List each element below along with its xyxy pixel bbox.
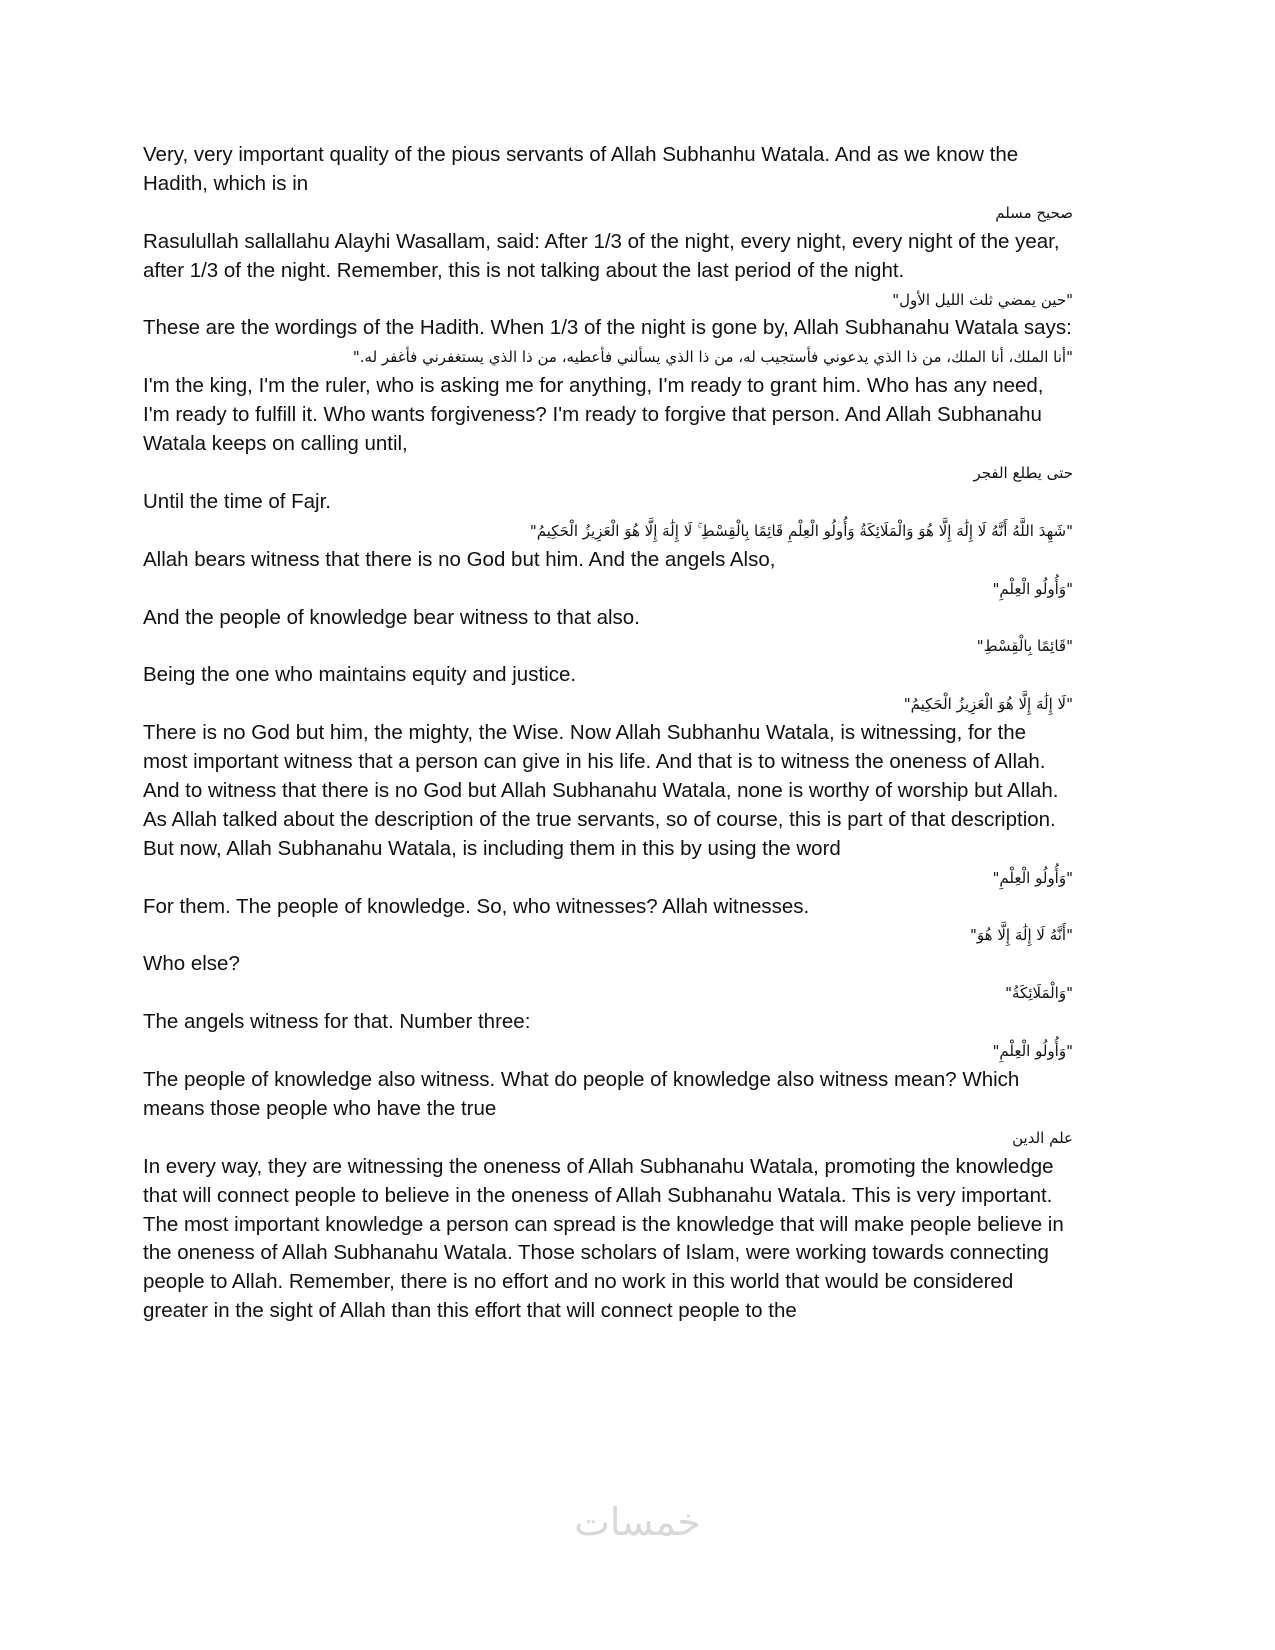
- paragraph: For them. The people of knowledge. So, who witnesses? Allah witnesses.: [143, 894, 810, 918]
- document-body: [143, 141, 1075, 1326]
- paragraph: There is no God but him, the mighty, the Wise. Now Allah Subhanhu Watala, is witnessing, for the most important witness that a person can give in his life. And that is to witness the oneness of Allah. And to witness that there is no God but Allah Subhanahu Watala, none is worthy of worship but Allah. As Allah talked about the description of the true servants, so of course, this is part of that description. But now, Allah Subhanahu Watala, is including them in this by using the word: [143, 721, 1059, 860]
- paragraph: Until the time of Fajr.: [143, 489, 331, 513]
- arabic-quote: "أَنَّهُ لَا إِلَٰهَ إِلَّا هُوَ": [970, 926, 1073, 945]
- arabic-quote: "وَأُولُو الْعِلْمِ": [992, 868, 1073, 887]
- arabic-quote: "وَأُولُو الْعِلْمِ": [992, 579, 1073, 598]
- arabic-quote: "أنا الملك، أنا الملك، من ذا الذي يدعوني فأستجيب له، من ذا الذي يسألني فأعطيه، من ذا الذي يستغفرني فأغفر له.": [352, 348, 1073, 367]
- paragraph: Rasulullah sallallahu Alayhi Wasallam, said: After 1/3 of the night, every night, every night of the year, after 1/3 of the night. Remember, this is not talking about the last period of the night.: [143, 229, 1060, 282]
- watermark-logo: خمسات: [574, 1500, 701, 1544]
- paragraph: Being the one who maintains equity and justice.: [143, 663, 577, 687]
- paragraph: These are the wordings of the Hadith. When 1/3 of the night is gone by, Allah Subhanahu Watala says:: [143, 316, 1072, 340]
- arabic-quote: "قَائِمًا بِالْقِسْطِ": [976, 637, 1073, 656]
- arabic-quote: علم الدين: [1012, 1128, 1073, 1147]
- arabic-quote: "وَأُولُو الْعِلْمِ": [992, 1042, 1073, 1061]
- paragraph: The angels witness for that. Number three:: [143, 1010, 531, 1034]
- paragraph: And the people of knowledge bear witness to that also.: [143, 605, 640, 629]
- paragraph: Who else?: [143, 952, 240, 976]
- paragraph: The people of knowledge also witness. What do people of knowledge also witness mean? Which means those people who have the true: [143, 1068, 1020, 1120]
- paragraph: Very, very important quality of the pious servants of Allah Subhanhu Watala. And as we know the Hadith, which is in: [143, 143, 1019, 195]
- arabic-quote: "شَهِدَ اللَّهُ أَنَّهُ لَا إِلَٰهَ إِلَّا هُوَ وَالْمَلَائِكَةُ وَأُولُو الْعِلْمِ قَائِمًا بِالْقِسْطِ ۚ لَا إِلَٰهَ إِلَّا هُوَ الْعَزِيزُ الْحَكِيمُ": [529, 521, 1073, 540]
- arabic-quote: "وَالْمَلَائِكَةُ": [1005, 984, 1073, 1003]
- arabic-quote: "حين يمضي ثلث الليل الأول": [892, 290, 1073, 309]
- paragraph: In every way, they are witnessing the oneness of Allah Subhanahu Watala, promoting the knowledge that will connect people to believe in the oneness of Allah Subhanahu Watala. This is very important. The most important knowledge a person can spread is the knowledge that will make people believe in the oneness of Allah Subhanahu Watala. Those scholars of Islam, were working towards connecting people to Allah. Remember, there is no effort and no work in this world that would be considered greater in the sight of Allah than this effort that will connect people to the: [143, 1154, 1064, 1323]
- paragraph: I'm the king, I'm the ruler, who is asking me for anything, I'm ready to grant him. Who has any need, I'm ready to fulfill it. Who wants forgiveness? I'm ready to forgive that person. And Allah Subhanahu Watala keeps on calling until,: [143, 374, 1044, 456]
- paragraph: Allah bears witness that there is no God but him. And the angels Also,: [143, 547, 776, 571]
- arabic-quote: حتى يطلع الفجر: [973, 463, 1073, 482]
- arabic-quote: "لَا إِلَٰهَ إِلَّا هُوَ الْعَزِيزُ الْحَكِيمُ": [903, 695, 1073, 714]
- arabic-quote: صحيح مسلم: [995, 203, 1073, 222]
